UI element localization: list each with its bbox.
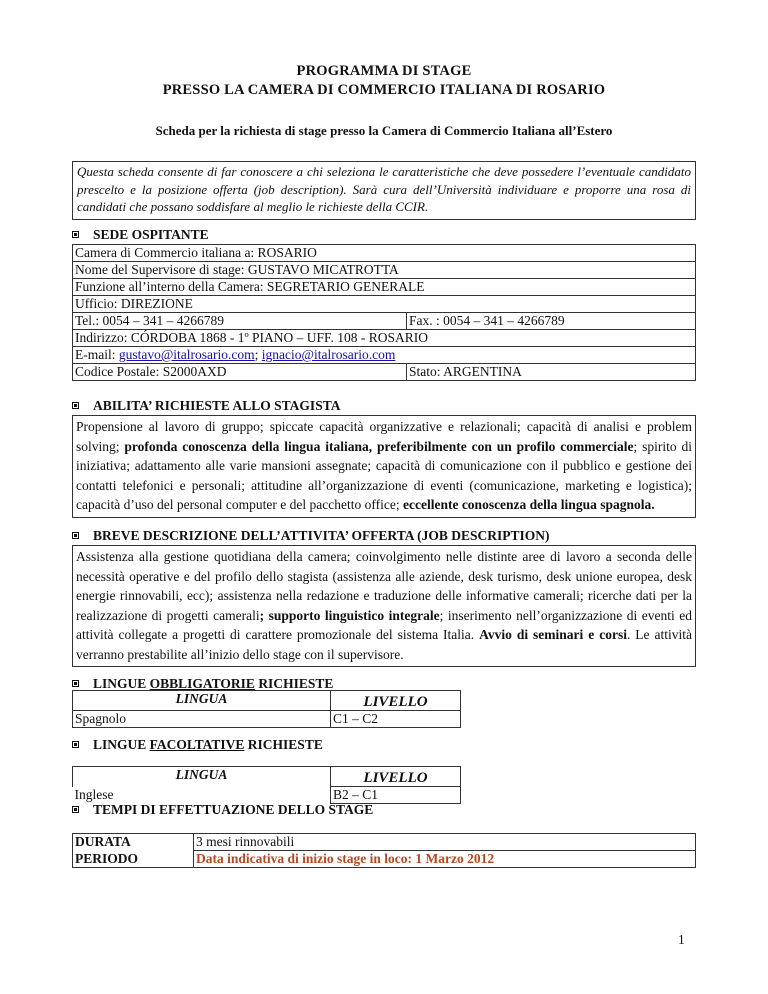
col-lingua-header: LINGUA bbox=[73, 691, 331, 711]
descrizione-text-2: ; inserimento nell’organizzazione di eventi ed attività collegate a progetti di carattere promozionale del sistema Italia. bbox=[76, 607, 692, 642]
checkbox-bullet-icon bbox=[72, 532, 79, 539]
tel-cell: Tel.: 0054 – 341 – 4266789 bbox=[73, 313, 407, 330]
descrizione-box bbox=[72, 545, 696, 667]
email-label: E-mail: bbox=[75, 347, 119, 362]
descrizione-bold-2: Avvio di seminari e corsi bbox=[479, 627, 627, 642]
durata-label: DURATA bbox=[73, 834, 194, 851]
lingua-cell: Spagnolo bbox=[73, 711, 331, 728]
heading-post: RICHIESTE bbox=[244, 737, 323, 752]
abilita-bold-1: profonda conoscenza della lingua italiana, preferibilmente con un profilo commerciale bbox=[124, 438, 634, 454]
abilita-bold-2: eccellente conoscenza della lingua spagnola. bbox=[402, 497, 655, 512]
ufficio-cell: Ufficio: DIREZIONE bbox=[73, 296, 696, 313]
checkbox-bullet-icon bbox=[72, 680, 79, 687]
lingue-obbligatorie-table bbox=[72, 690, 461, 728]
page-title-line1: PROGRAMMA DI STAGE bbox=[296, 63, 472, 79]
heading-pre: LINGUE bbox=[93, 676, 150, 691]
heading-underlined: FACOLTATIVE bbox=[149, 737, 245, 752]
page-number: 1 bbox=[678, 932, 685, 947]
email-separator: ; bbox=[254, 347, 262, 362]
sede-table bbox=[72, 244, 696, 381]
page-title-line2: PRESSO LA CAMERA DI COMMERCIO ITALIANA DI ROSARIO bbox=[162, 82, 606, 98]
abilita-text-1: Propensione al lavoro di gruppo; spiccate capacità organizzative e relazionali; capacità di analisi e problem solving; bbox=[76, 419, 692, 454]
lingua-cell: Inglese bbox=[73, 787, 331, 804]
camera-cell: Camera di Commercio italiana a: ROSARIO bbox=[73, 245, 696, 262]
checkbox-bullet-icon bbox=[72, 402, 79, 409]
livello-cell: C1 – C2 bbox=[331, 711, 461, 728]
checkbox-bullet-icon bbox=[72, 231, 79, 238]
heading-underlined: OBBLIGATORIE bbox=[149, 676, 255, 691]
col-livello-header: LIVELLO bbox=[331, 691, 461, 711]
section-heading-text: TEMPI DI EFFETTUAZIONE DELLO STAGE bbox=[93, 802, 374, 817]
livello-cell: B2 – C1 bbox=[331, 787, 461, 804]
abilita-text-2: ; spirito di iniziativa; adattamento alle varie mansioni assegnate; capacità di comunicazione con il pubblico e gestione dei contatti telefonici e personali; attitudine all’organizzazione di eventi (comunicazione, marketing e logistica); capacità d’uso del personal computer e del pacchetto office; bbox=[76, 438, 692, 512]
stato-cell: Stato: ARGENTINA bbox=[407, 364, 696, 381]
checkbox-bullet-icon bbox=[72, 806, 79, 813]
heading-post: RICHIESTE bbox=[254, 676, 334, 691]
section-heading-descrizione bbox=[72, 528, 549, 544]
section-heading-abilita bbox=[72, 398, 340, 414]
abilita-box bbox=[72, 415, 696, 518]
tempi-table bbox=[72, 833, 696, 868]
section-heading-text: ABILITA’ RICHIESTE ALLO STAGISTA bbox=[93, 398, 341, 413]
indirizzo-cell: Indirizzo: CÓRDOBA 1868 - 1º PIANO – UFF. 108 - ROSARIO bbox=[73, 330, 696, 347]
section-heading-tempi bbox=[72, 802, 373, 818]
descrizione-text-1: Assistenza alla gestione quotidiana della camera; coinvolgimento nelle distinte aree di lavoro a seconda delle necessità operative e del profilo dello stagista (assistenza alle aziende, desk turismo, desk unione europea, desk energie rinnovabili, ecc); assistenza nella redazione e traduzione delle informative camerali; ricerche dati per la realizzazione di progetti camerali bbox=[76, 549, 692, 623]
col-lingua-header: LINGUA bbox=[73, 767, 331, 787]
col-livello-header: LIVELLO bbox=[331, 767, 461, 787]
intro-box: Questa scheda consente di far conoscere a chi seleziona le caratteristiche che deve possedere l’eventuale candidato prescelto e la posizione offerta (job description). Sarà cura dell’Università individuare e proporre una rosa di candidati che possano soddisfare al meglio le richieste della CCIR. bbox=[72, 161, 696, 220]
supervisore-cell: Nome del Supervisore di stage: GUSTAVO MICATROTTA bbox=[73, 262, 696, 279]
section-heading-sede bbox=[72, 227, 209, 243]
descrizione-text-3: . Le attività verranno prestabilite all’inizio dello stage con il supervisore. bbox=[76, 627, 692, 662]
section-heading-lingue-facoltative bbox=[72, 737, 323, 753]
cap-cell: Codice Postale: S2000AXD bbox=[73, 364, 407, 381]
checkbox-bullet-icon bbox=[72, 741, 79, 748]
heading-pre: LINGUE bbox=[93, 737, 150, 752]
email-link-ignacio[interactable]: ignacio@italrosario.com bbox=[261, 347, 396, 362]
periodo-value: Data indicativa di inizio stage in loco: 1 Marzo 2012 bbox=[194, 851, 696, 868]
page-subtitle: Scheda per la richiesta di stage presso la Camera di Commercio Italiana all’Estero bbox=[155, 123, 613, 138]
email-cell bbox=[73, 347, 696, 364]
section-heading-text: SEDE OSPITANTE bbox=[93, 227, 209, 242]
fax-cell: Fax. : 0054 – 341 – 4266789 bbox=[407, 313, 696, 330]
durata-value: 3 mesi rinnovabili bbox=[194, 834, 696, 851]
periodo-label: PERIODO bbox=[73, 851, 194, 868]
descrizione-bold-1: ; supporto linguistico integrale bbox=[259, 607, 440, 623]
lingue-facoltative-table bbox=[72, 766, 461, 804]
email-link-gustavo[interactable]: gustavo@italrosario.com bbox=[118, 347, 255, 362]
section-heading-text: BREVE DESCRIZIONE DELL’ATTIVITA’ OFFERTA (JOB DESCRIPTION) bbox=[93, 528, 550, 543]
funzione-cell: Funzione all’interno della Camera: SEGRETARIO GENERALE bbox=[73, 279, 696, 296]
